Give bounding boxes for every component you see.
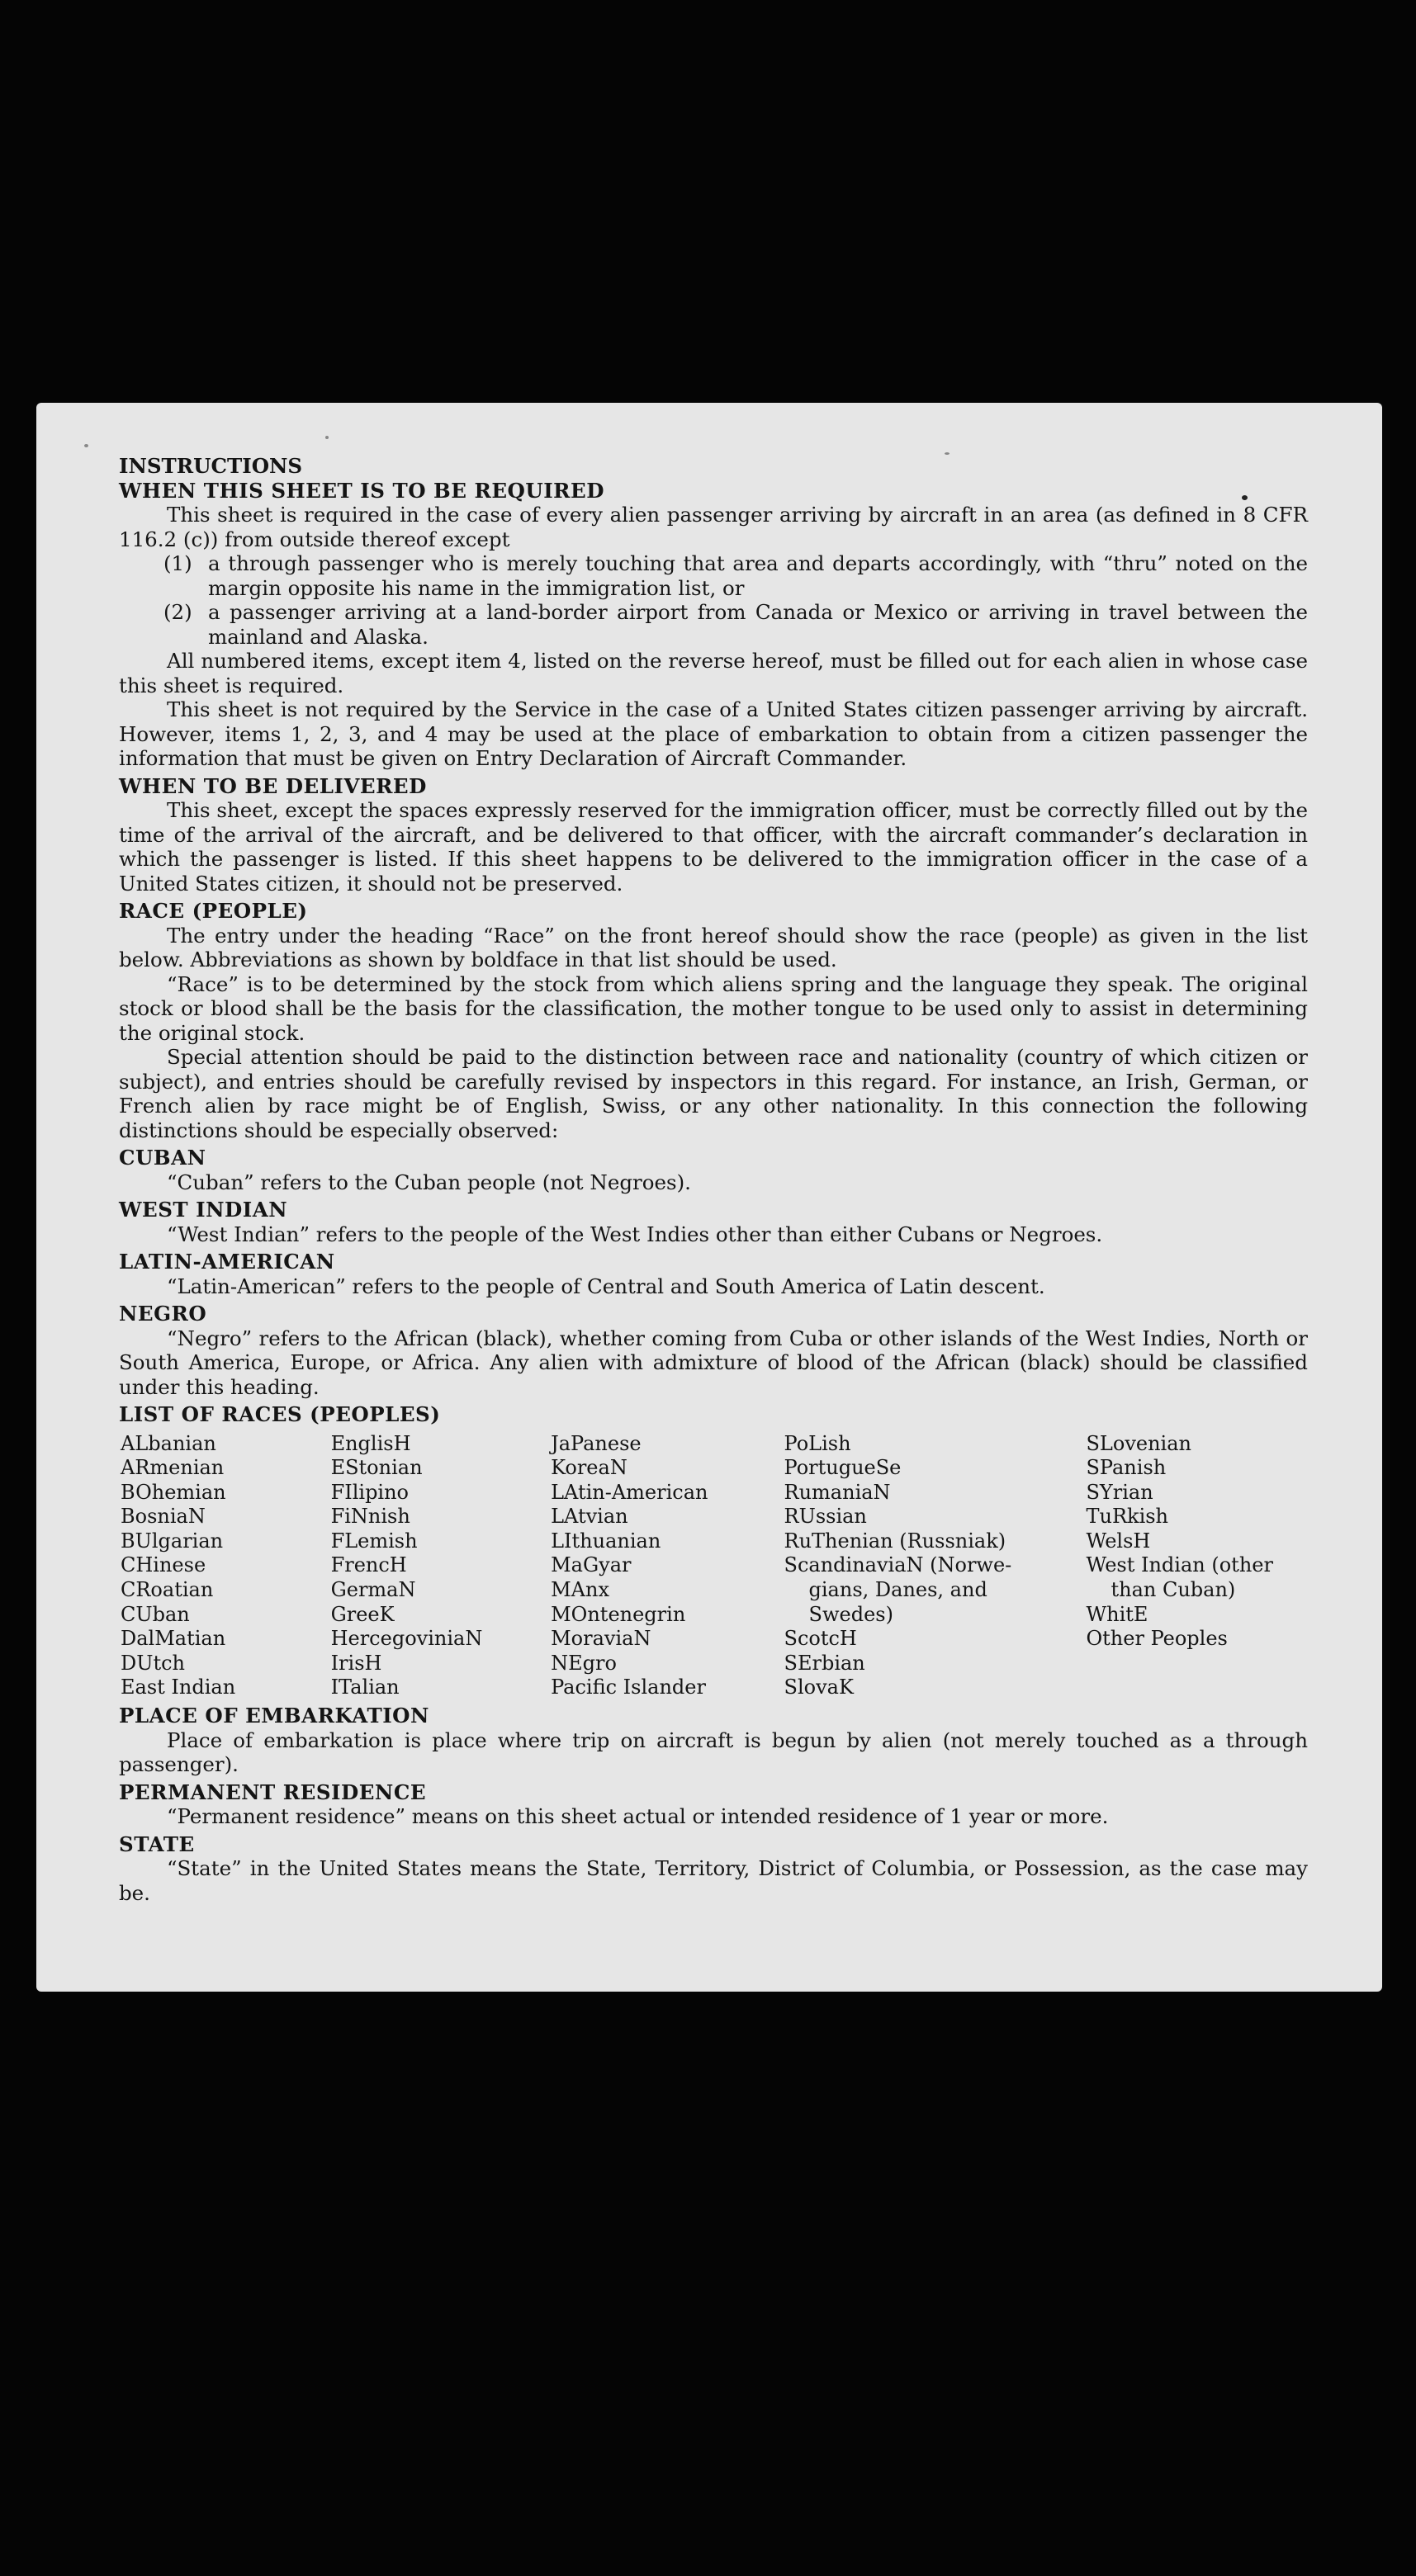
race-entry: LAtin-American: [551, 1480, 708, 1504]
section-heading-residence: PERMANENT RESIDENCE: [119, 1780, 426, 1804]
race-entry: NEgro: [551, 1651, 617, 1675]
race-entry: ITalian: [330, 1676, 400, 1699]
race-entry: MAnx: [551, 1578, 609, 1602]
race-entry: ALbanian: [121, 1431, 216, 1455]
state-text: “State” in the United States means the State, Territory, District of Columbia, or Possession, as the case may be.: [119, 1856, 1308, 1905]
race-entry: FLemish: [330, 1529, 418, 1553]
race-entry: LAtvian: [551, 1505, 628, 1529]
section-heading-cuban: CUBAN: [119, 1146, 206, 1170]
race-entry: FrencH: [330, 1553, 407, 1577]
race-entry: EStonian: [330, 1456, 423, 1480]
race-entry-continued: than Cuban): [1111, 1578, 1236, 1602]
race-entry: CRoatian: [121, 1578, 214, 1602]
section-heading-embarkation: PLACE OF EMBARKATION: [119, 1704, 429, 1728]
paper-speck: [325, 436, 329, 439]
race-entry: FiNnish: [330, 1505, 410, 1529]
race-entry: ScotcH: [784, 1627, 857, 1651]
race-entry: MaGyar: [551, 1553, 632, 1577]
race-entry: PortugueSe: [784, 1456, 902, 1480]
delivered-paragraph: This sheet, except the spaces expressly reserved for the immigration officer, must be correctly filled out by the time of the arrival of the aircraft, and be delivered to that officer, with the aircraft commander’s declaration in which the passenger is listed. If this sheet happens to be delivered to the immigration officer in the case of a United States citizen, it should not be preserved.: [119, 798, 1308, 896]
section-heading-race-list: LIST OF RACES (PEOPLES): [119, 1402, 441, 1426]
race-column: [1086, 1432, 1308, 1701]
race-entry: MOntenegrin: [551, 1602, 686, 1626]
embarkation-text: Place of embarkation is place where trip on aircraft is begun by alien (not merely touched as a through passenger).: [119, 1728, 1308, 1777]
race-entry: SlovaK: [784, 1676, 854, 1699]
race-entry-continued: Swedes): [808, 1602, 893, 1626]
race-entry: TuRkish: [1086, 1505, 1169, 1529]
section-heading-negro: NEGRO: [119, 1302, 207, 1326]
race-entry: SErbian: [784, 1651, 865, 1675]
paper-speck: [945, 452, 950, 455]
race-entry: GermaN: [330, 1578, 416, 1602]
race-entry: SYrian: [1086, 1480, 1153, 1504]
race-entry: RuThenian (Russniak): [784, 1529, 1006, 1553]
section-heading-latin-american: LATIN-AMERICAN: [119, 1250, 335, 1274]
race-entry: JaPanese: [551, 1431, 642, 1455]
race-entry: FIlipino: [330, 1480, 410, 1504]
race-entry: DalMatian: [121, 1627, 226, 1651]
race-entry: RumaniaN: [784, 1480, 891, 1504]
required-paragraph: This sheet is not required by the Service in the case of a United States citizen passenger arriving by aircraft. However, items 1, 2, 3, and 4 may be used at the place of embarkation to obtain from a citizen passenger the information that must be given on Entry Declaration of Aircraft Commander.: [119, 697, 1308, 770]
race-entry: ARmenian: [121, 1456, 225, 1480]
race-list: [121, 1432, 1308, 1701]
race-paragraph: Special attention should be paid to the distinction between race and nationality (country of which citizen or subject), and entries should be carefully revised by inspectors in this regard. For instance, an Irish, German, or French alien by race might be of English, Swiss, or any other nationality. In this connection the following distinctions should be especially observed:: [119, 1045, 1308, 1142]
race-entry: BUlgarian: [121, 1529, 224, 1553]
race-entry: BOhemian: [121, 1480, 226, 1504]
exception-number: (2): [163, 600, 192, 624]
race-entry: DUtch: [121, 1651, 186, 1675]
exception-text: a through passenger who is merely touching that area and departs accordingly, with “thru” noted on the margin opposite his name in the immigration list, or: [208, 551, 1308, 600]
race-entry: CUban: [121, 1602, 190, 1626]
race-entry: BosniaN: [121, 1505, 206, 1529]
page-title: INSTRUCTIONS: [119, 454, 303, 478]
race-entry: PoLish: [784, 1431, 851, 1455]
race-entry: EnglisH: [330, 1431, 411, 1455]
race-column: [331, 1432, 552, 1701]
race-entry: RUssian: [784, 1505, 867, 1529]
race-entry: LIthuanian: [551, 1529, 661, 1553]
exception-text: a passenger arriving at a land-border airport from Canada or Mexico or arriving in travel between the mainland and Alaska.: [208, 600, 1308, 649]
section-heading-delivered: WHEN TO BE DELIVERED: [119, 773, 427, 798]
race-entry: IrisH: [330, 1651, 382, 1675]
exception-item: [163, 551, 1308, 600]
race-entry: GreeK: [330, 1602, 395, 1626]
race-entry: East Indian: [121, 1676, 236, 1699]
residence-text: “Permanent residence” means on this sheet actual or intended residence of 1 year or more.: [167, 1804, 1109, 1829]
exception-item: [163, 600, 1308, 649]
section-heading-required: WHEN THIS SHEET IS TO BE REQUIRED: [119, 478, 604, 503]
race-paragraph: “Race” is to be determined by the stock from which aliens spring and the language they speak. The original stock or blood shall be the basis for the classification, the mother tongue to be used only to assist in determining the original stock.: [119, 971, 1308, 1045]
race-entry: SLovenian: [1086, 1431, 1191, 1455]
race-paragraph: The entry under the heading “Race” on the front hereof should show the race (people) as given in the list below. Abbreviations as shown by boldface in that list should be used.: [119, 923, 1308, 971]
race-column: [121, 1432, 331, 1701]
race-entry: West Indian (other: [1086, 1553, 1273, 1577]
race-column: [784, 1432, 1087, 1701]
instruction-sheet: [36, 403, 1382, 1992]
race-entry: WhitE: [1086, 1602, 1148, 1626]
race-entry: HercegoviniaN: [330, 1627, 483, 1651]
race-entry: ScandinaviaN (Norwe-: [784, 1553, 1012, 1577]
section-heading-state: STATE: [119, 1832, 195, 1856]
paper-speck: [1242, 495, 1248, 500]
section-heading-west-indian: WEST INDIAN: [119, 1198, 288, 1222]
cuban-text: “Cuban” refers to the Cuban people (not Negroes).: [167, 1170, 691, 1194]
race-entry: Other Peoples: [1086, 1627, 1228, 1651]
race-column: [551, 1432, 784, 1701]
required-paragraph: All numbered items, except item 4, listed on the reverse hereof, must be filled out for each alien in whose case this sheet is required.: [119, 649, 1308, 697]
required-intro: This sheet is required in the case of every alien passenger arriving by aircraft in an area (as defined in 8 CFR 116.2 (c)) from outside thereof except: [119, 503, 1308, 551]
race-entry: SPanish: [1086, 1456, 1167, 1480]
section-heading-race: RACE (PEOPLE): [119, 899, 308, 923]
race-entry: MoraviaN: [551, 1627, 651, 1651]
race-entry-continued: gians, Danes, and: [808, 1578, 987, 1602]
race-entry: WelsH: [1086, 1529, 1151, 1553]
race-entry: KoreaN: [551, 1456, 627, 1480]
negro-text: “Negro” refers to the African (black), whether coming from Cuba or other islands of the West Indies, North or South America, Europe, or Africa. Any alien with admixture of blood of the African (black) should be classified under this heading.: [119, 1326, 1308, 1399]
race-entry: Pacific Islander: [551, 1676, 706, 1699]
west-indian-text: “West Indian” refers to the people of the West Indies other than either Cubans or Negroes.: [167, 1222, 1103, 1246]
race-entry: CHinese: [121, 1553, 206, 1577]
paper-speck: [84, 444, 88, 447]
latin-american-text: “Latin-American” refers to the people of Central and South America of Latin descent.: [167, 1274, 1045, 1298]
exception-number: (1): [163, 551, 192, 575]
